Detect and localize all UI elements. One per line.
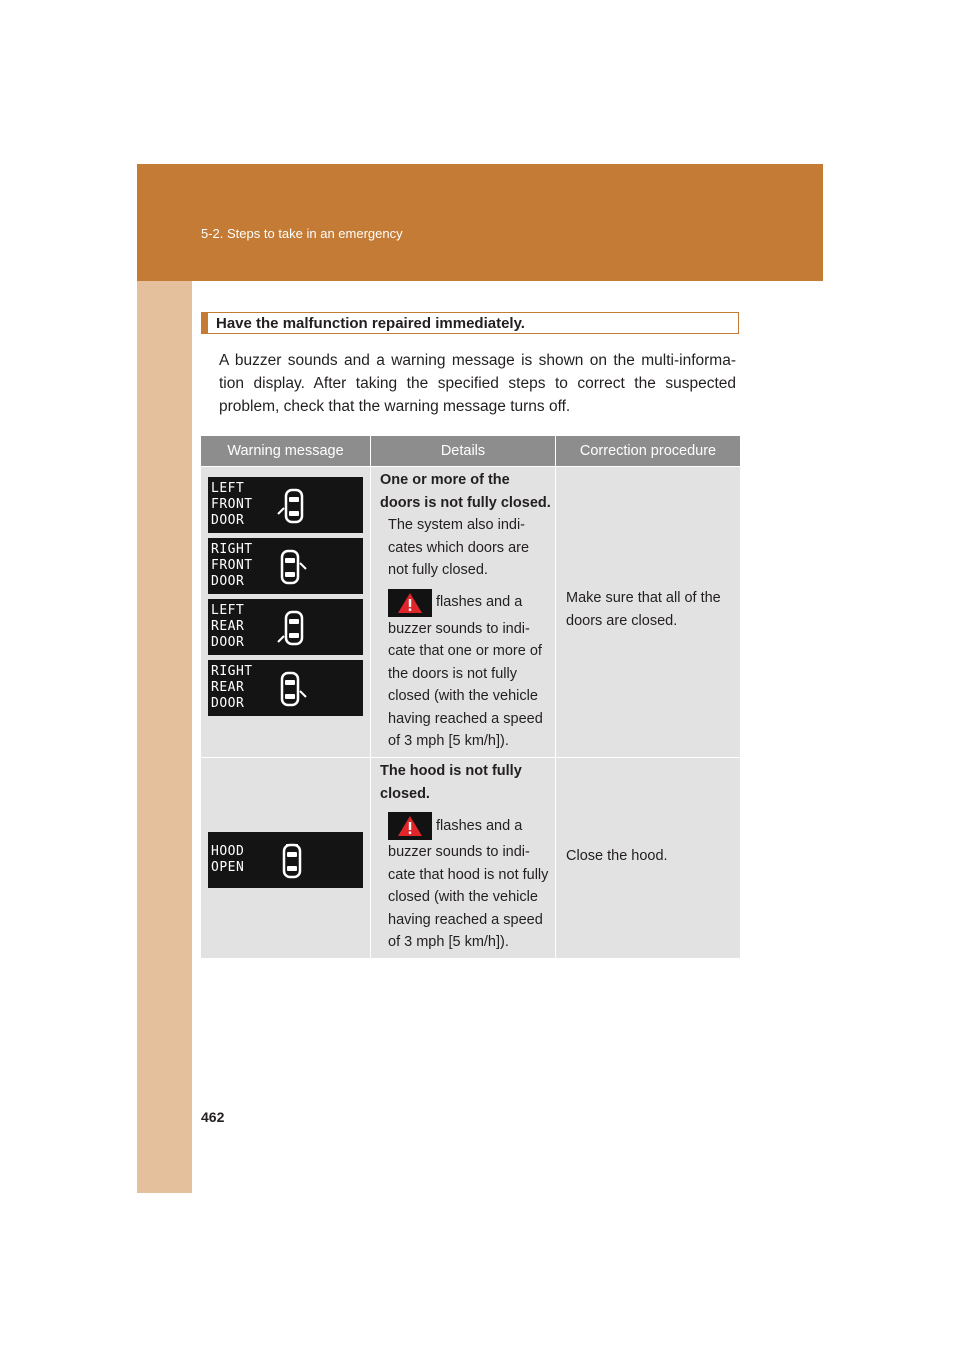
display-right-rear-door	[208, 660, 363, 716]
warning-triangle-icon	[388, 812, 432, 840]
table-header	[201, 436, 740, 466]
detail-warn-text: flashes and a	[436, 594, 523, 611]
car-top-view-icon	[272, 547, 312, 587]
detail-warn-continuation: buzzer sounds to indi- cate that hood is not fully closed (with the vehicle having reached a speed of 3 mph [5 km/h]).	[388, 844, 549, 950]
display-line: REAR	[211, 619, 245, 634]
car-top-view-icon	[272, 486, 312, 526]
details-cell	[370, 467, 555, 757]
display-hood-open	[208, 832, 363, 888]
warning-message-cell	[201, 467, 370, 757]
warning-table	[201, 436, 740, 958]
section-label: 5-2. Steps to take in an emergency	[201, 226, 403, 241]
correction-text: Close the hood.	[566, 848, 668, 864]
header-details: Details	[370, 436, 555, 466]
side-band	[137, 281, 192, 1193]
warning-indicator-line	[380, 588, 552, 618]
intro-paragraph: A buzzer sounds and a warning message is shown on the multi-informa- tion display. After taking the specified steps to correct the suspected problem, check that the warning message turns off.	[219, 352, 736, 415]
table-row	[201, 757, 740, 958]
display-line: LEFT	[211, 603, 245, 618]
section-heading	[201, 312, 739, 334]
correction-text: Make sure that all of the doors are closed.	[566, 590, 721, 629]
display-line: HOOD	[211, 844, 245, 859]
header-warning-message: Warning message	[227, 443, 344, 459]
heading-text: Have the malfunction repaired immediately.	[216, 315, 525, 332]
display-left-rear-door	[208, 599, 363, 655]
display-line: DOOR	[211, 574, 245, 589]
detail-warn-continuation: buzzer sounds to indi- cate that one or more of the doors is not fully closed (with the vehicle having reached a speed of 3 mph [5 km/h]).	[388, 620, 543, 749]
detail-warn-text: flashes and a	[436, 817, 523, 834]
detail-note: The system also indi- cates which doors are not fully closed.	[388, 517, 530, 578]
display-line: REAR	[211, 680, 245, 695]
car-top-view-icon	[272, 669, 312, 709]
correction-cell	[555, 758, 740, 958]
detail-title: The hood is not fully closed.	[380, 763, 522, 802]
display-line: RIGHT	[211, 664, 253, 679]
header-correction: Correction procedure	[555, 436, 740, 466]
table-row	[201, 466, 740, 757]
display-line: OPEN	[211, 860, 245, 875]
display-line: DOOR	[211, 696, 245, 711]
display-left-front-door	[208, 477, 363, 533]
warning-triangle-icon	[388, 589, 432, 617]
car-top-view-icon	[272, 841, 312, 881]
correction-cell	[555, 467, 740, 757]
page-number: 462	[201, 1109, 225, 1125]
details-cell	[370, 758, 555, 958]
display-line: LEFT	[211, 481, 245, 496]
display-line: RIGHT	[211, 542, 253, 557]
display-line: DOOR	[211, 635, 245, 650]
details-text	[380, 469, 552, 753]
display-line: DOOR	[211, 513, 245, 528]
header-band	[137, 164, 823, 281]
car-top-view-icon	[272, 608, 312, 648]
details-text	[380, 760, 552, 954]
display-line: FRONT	[211, 558, 253, 573]
detail-title: One or more of the doors is not fully closed.	[380, 472, 551, 511]
display-right-front-door	[208, 538, 363, 594]
display-line: FRONT	[211, 497, 253, 512]
warning-indicator-line	[380, 811, 552, 841]
warning-message-cell	[201, 758, 370, 958]
